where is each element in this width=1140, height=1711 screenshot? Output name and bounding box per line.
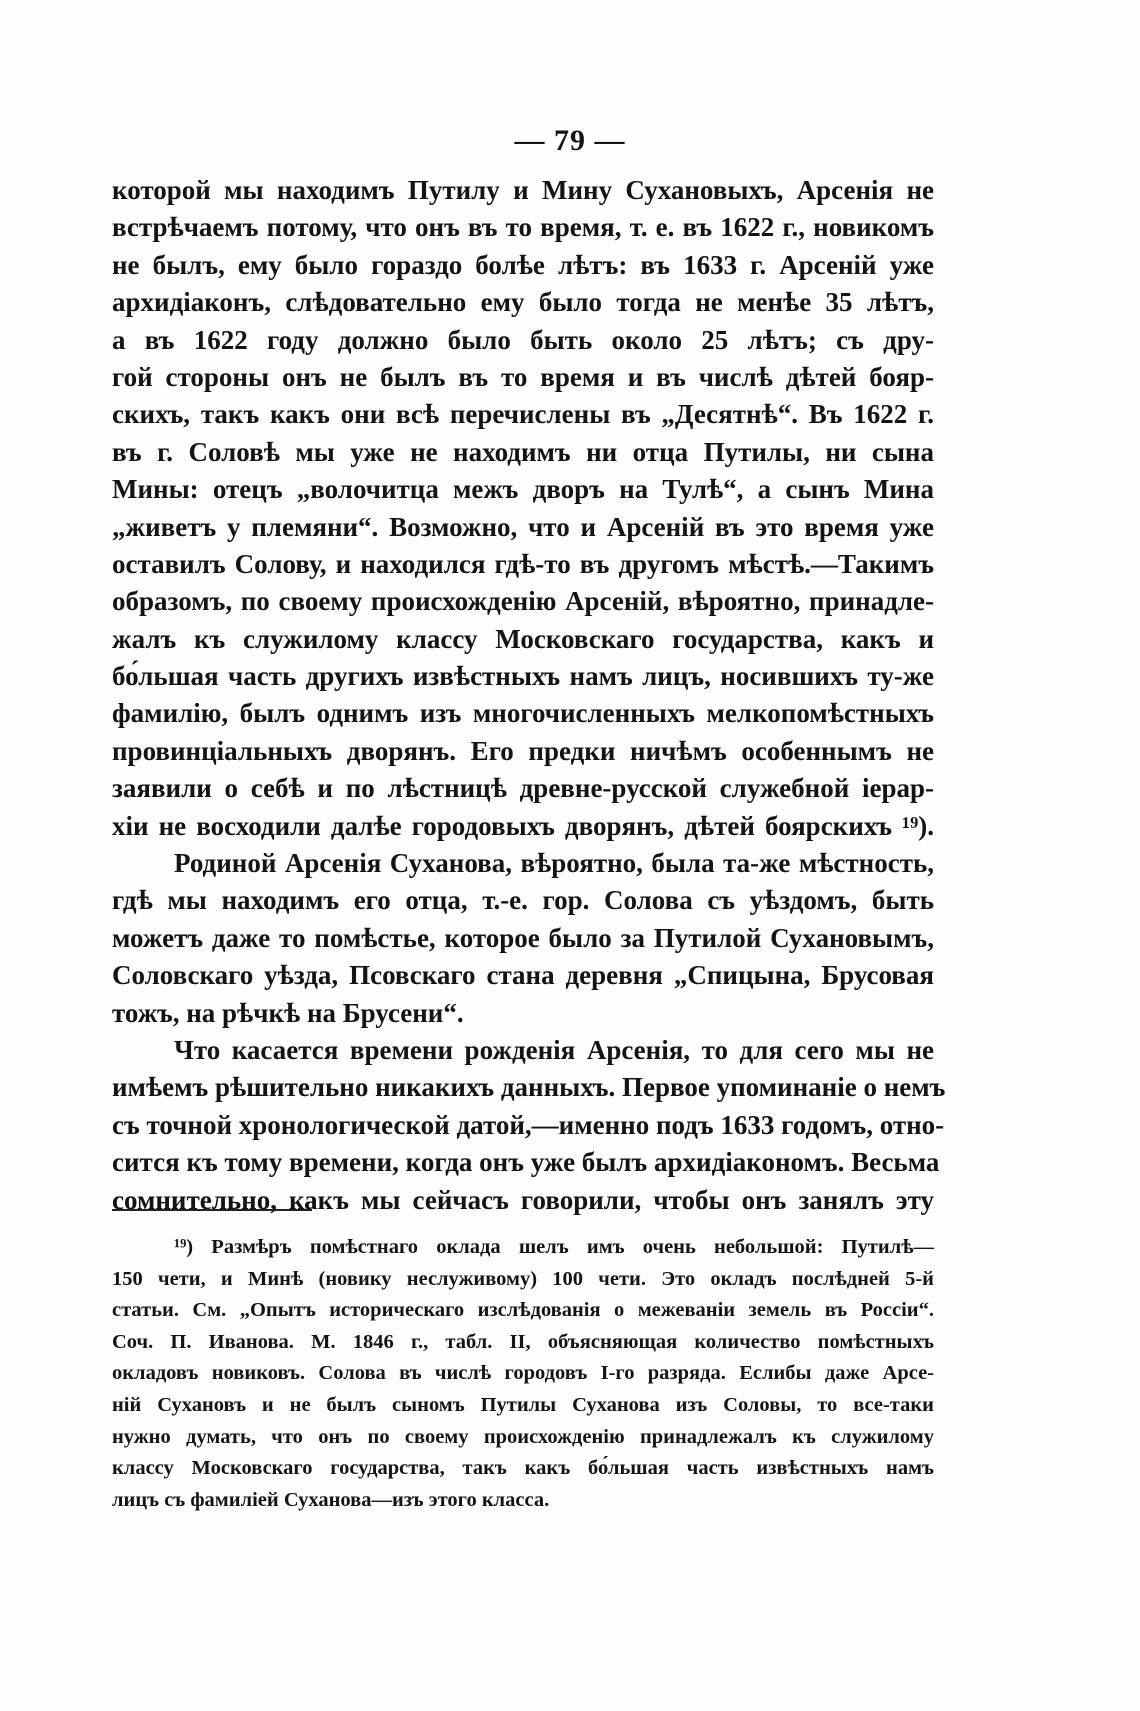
paragraph-start-line: Что касается времени рожденія Арсенія, то для сего мы не (174, 1034, 934, 1065)
page-number: — 79 — (514, 124, 626, 157)
footnote-line: статьи. См. „Опытъ историческаго изслѣдованія о межеваніи земель въ Россіи“. (112, 1299, 934, 1322)
footnote-line: классу Московскаго государства, такъ какъ бо́льшая часть извѣстныхъ намъ (112, 1457, 934, 1480)
text-line: сомнительно, какъ мы сейчасъ говорили, чтобы онъ занялъ эту (112, 1184, 934, 1215)
text-line: можетъ даже то помѣстье, которое было за Путилой Сухановымъ, (112, 922, 934, 953)
text-line: гдѣ мы находимъ его отца, т.-е. гор. Солова съ уѣздомъ, быть (112, 885, 934, 916)
paragraph-end-line: тожъ, на рѣчкѣ на Брусени“. (112, 997, 464, 1028)
text-line: встрѣчаемъ потому, что онъ въ то время, т. е. въ 1622 г., новикомъ (112, 212, 934, 243)
text-line: сится къ тому времени, когда онъ уже былъ архидіакономъ. Весьма (112, 1147, 940, 1178)
footnote-line: ній Сухановъ и не былъ сыномъ Путилы Суханова изъ Соловы, то все-таки (112, 1393, 934, 1416)
text-line: Соловскаго уѣзда, Псовскаго стана деревня „Спицына, Брусовая (112, 960, 934, 991)
text-line: бо́льшая часть другихъ извѣстныхъ намъ лицъ, носившихъ ту-же (112, 661, 934, 692)
footnote-line: ¹⁹) Размѣръ помѣстнаго оклада шелъ имъ очень небольшой: Путилѣ— (174, 1236, 934, 1258)
paragraph-start-line: Родиной Арсенія Суханова, вѣроятно, была та-же мѣстность, (174, 848, 934, 879)
text-line: гой стороны онъ не былъ въ то время и въ числѣ дѣтей бояр- (112, 361, 934, 392)
text-line: „живетъ у племяни“. Возможно, что и Арсеній въ это время уже (112, 511, 934, 542)
footnote-divider (112, 1209, 312, 1211)
text-line: имѣемъ рѣшительно никакихъ данныхъ. Первое упоминаніе о немъ (112, 1072, 946, 1103)
footnote-line: нужно думать, что онъ по своему происхожденію принадлежалъ къ служилому (112, 1425, 934, 1448)
text-line: не былъ, ему было гораздо болѣе лѣтъ: въ 1633 г. Арсеній уже (112, 249, 934, 280)
text-line: оставилъ Солову, и находился гдѣ-то въ другомъ мѣстѣ.—Такимъ (112, 548, 934, 579)
footnote-line: Соч. П. Иванова. М. 1846 г., табл. II, объясняющая количество помѣстныхъ (112, 1330, 934, 1353)
footnote-line: 150 чети, и Минѣ (новику неслуживому) 100 чети. Это окладъ послѣдней 5-й (112, 1267, 934, 1290)
main-text (112, 172, 946, 1219)
text-line: жалъ къ служилому классу Московскаго государства, какъ и (112, 623, 934, 654)
text-line: хіи не восходили далѣе городовыхъ дворянъ, дѣтей боярскихъ ¹⁹). (112, 810, 934, 841)
text-line: заявили о себѣ и по лѣстницѣ древне-русской служебной іерар- (112, 773, 934, 804)
text-line: скихъ, такъ какъ они всѣ перечислены въ „Десятнѣ“. Въ 1622 г. (112, 399, 934, 430)
text-line: архидіаконъ, слѣдовательно ему было тогда не менѣе 35 лѣтъ, (112, 287, 934, 318)
text-line: Мины: отецъ „волочитца межъ дворъ на Тулѣ“, а сынъ Мина (112, 474, 934, 505)
text-line: которой мы находимъ Путилу и Мину Сухановыхъ, Арсенія не (112, 175, 934, 205)
footnote-block (112, 1232, 934, 1516)
footnote-line: окладовъ новиковъ. Солова въ числѣ городовъ I-го разряда. Еслибы даже Арсе- (112, 1362, 934, 1385)
text-line: въ г. Соловѣ мы уже не находимъ ни отца Путилы, ни сына (112, 436, 934, 467)
footnote-line: лицъ съ фамиліей Суханова—изъ этого класса. (112, 1488, 550, 1511)
text-line: съ точной хронологической датой,—именно подъ 1633 годомъ, отно- (112, 1109, 945, 1140)
text-line: образомъ, по своему происхожденію Арсеній, вѣроятно, принадле- (112, 586, 934, 617)
text-line: а въ 1622 году должно было быть около 25 лѣтъ; съ дру- (112, 324, 934, 355)
text-line: провинціальныхъ дворянъ. Его предки ничѣмъ особеннымъ не (112, 735, 934, 766)
text-line: фамилію, былъ однимъ изъ многочисленныхъ мелкопомѣстныхъ (112, 698, 934, 729)
